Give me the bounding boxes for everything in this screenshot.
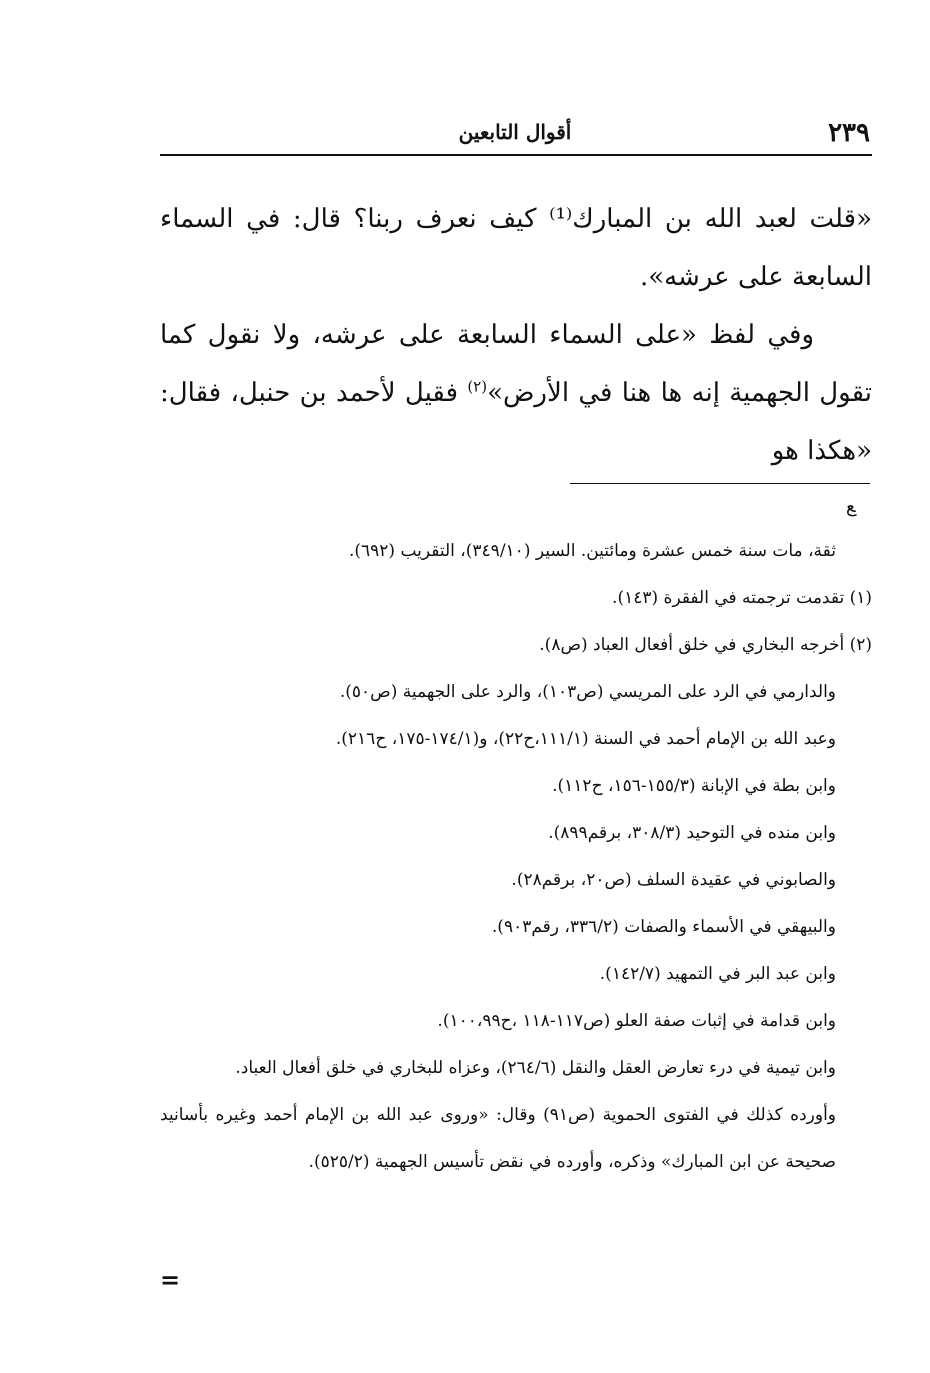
footnote-line: وابن بطة في الإبانة (١٥٥/٣-١٥٦، ح١١٢). bbox=[552, 776, 836, 796]
footnote-line: والصابوني في عقيدة السلف (ص٢٠، برقم٢٨). bbox=[511, 870, 836, 890]
running-title: أقوال التابعين bbox=[458, 120, 572, 144]
end-mark: = bbox=[160, 1265, 181, 1294]
page-number: ٢٣٩ bbox=[828, 118, 870, 148]
header-rule bbox=[160, 154, 872, 156]
continuation-mark: ﻊ bbox=[846, 496, 856, 517]
footnote-separator bbox=[570, 483, 870, 484]
footnote-line: وعبد الله بن الإمام أحمد في السنة (١١١/١،ح٢٢)، و(١٧٤/١-١٧٥، ح٢١٦). bbox=[335, 729, 836, 749]
footnote-line: والدارمي في الرد على المريسي (ص١٠٣)، والرد على الجهمية (ص٥٠). bbox=[339, 682, 836, 702]
paragraph-1: «قلت لعبد الله بن المبارك⁽¹⁾ كيف نعرف ربنا؟ قال: في السماء السابعة على عرشه». bbox=[160, 204, 872, 292]
paragraph-2-part-b: فقيل لأحمد بن حنبل، فقال: «هكذا هو bbox=[160, 378, 872, 466]
main-text bbox=[160, 190, 872, 480]
footnote-line: ثقة، مات سنة خمس عشرة ومائتين. السير (٣٤٩/١٠)، التقريب (٦٩٢). bbox=[348, 541, 836, 561]
footnote-ref-2: (٢) bbox=[467, 377, 488, 396]
footnote-line: وأورده كذلك في الفتوى الحموية (ص٩١) وقال: «وروى عبد الله بن الإمام أحمد وغيره بأسانيد صحيحة عن ابن المبارك» وذكره، وأورده في نقض تأسيس الجهمية (٥٢٥/٢). bbox=[160, 1105, 837, 1172]
footnotes bbox=[160, 528, 872, 1186]
paragraph-2-part-a: وفي لفظ «على السماء السابعة على عرشه، ولا نقول كما تقول الجهمية إنه ها هنا في الأرض» bbox=[160, 320, 872, 408]
page-header bbox=[160, 118, 870, 158]
footnote-line: وابن منده في التوحيد (٣٠٨/٣، برقم٨٩٩). bbox=[548, 823, 836, 843]
footnote-2: (٢) أخرجه البخاري في خلق أفعال العباد (ص٨). bbox=[539, 635, 872, 655]
footnote-1: (١) تقدمت ترجمته في الفقرة (١٤٣). bbox=[612, 588, 872, 608]
footnote-line: وابن قدامة في إثبات صفة العلو (ص١١٧-١١٨ ،ح١٠٠،٩٩). bbox=[437, 1011, 836, 1031]
footnote-line: وابن عبد البر في التمهيد (١٤٢/٧). bbox=[599, 964, 836, 984]
paragraph-2 bbox=[160, 306, 872, 480]
footnote-line: وابن تيمية في درء تعارض العقل والنقل (٢٦٤/٦)، وعزاه للبخاري في خلق أفعال العباد. bbox=[235, 1058, 836, 1078]
footnote-line: والبيهقي في الأسماء والصفات (٣٣٦/٢، رقم٩٠٣). bbox=[491, 917, 836, 937]
